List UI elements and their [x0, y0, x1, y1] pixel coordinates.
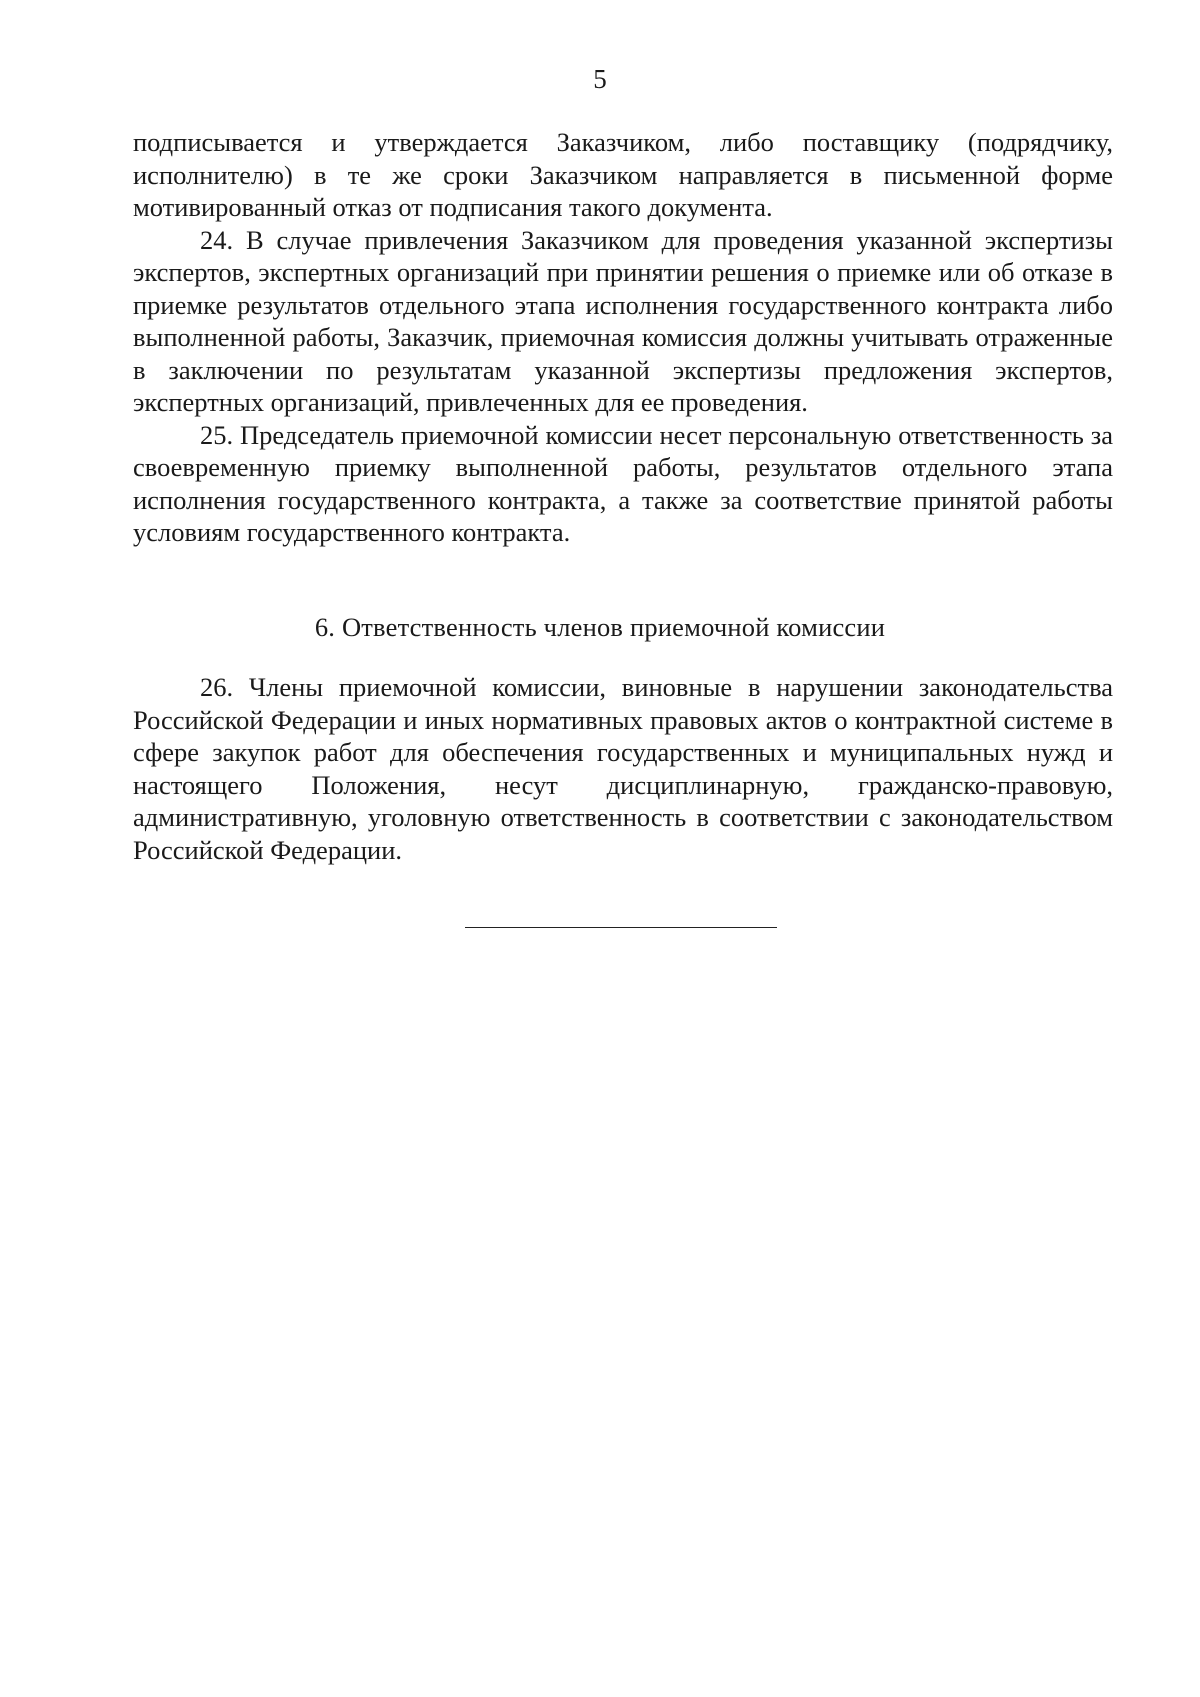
- paragraph-25: 25. Председатель приемочной комиссии несет персональную ответственность за своевременную приемку выполненной работы, результатов отдельного этапа исполнения государственного контракта, а также за соответствие принятой работы условиям государственного контракта.: [133, 419, 1113, 547]
- page-number: 5: [593, 64, 607, 94]
- end-of-document-rule: [465, 927, 777, 928]
- paragraph-26: 26. Члены приемочной комиссии, виновные в нарушении законодательства Российской Федерации и иных нормативных правовых актов о контрактной системе в сфере закупок работ для обеспечения государственных и муниципальных нужд и настоящего Положения, несут дисциплинарную, гражданско-правовую, административную, уголовную ответственность в соответствии с законодательством Российской Федерации.: [133, 672, 1113, 865]
- body-text-section-6: [133, 671, 1113, 866]
- paragraph-24: 24. В случае привлечения Заказчиком для проведения указанной экспертизы экспертов, экспертных организаций при принятии решения о приемке или об отказе в приемке результатов отдельного этапа исполнения государственного контракта либо выполненной работы, Заказчик, приемочная комиссия должны учитывать отраженные в заключении по результатам указанной экспертизы предложения экспертов, экспертных организаций, привлеченных для ее проведения.: [133, 224, 1113, 417]
- paragraph-continuation: подписывается и утверждается Заказчиком, либо поставщику (подрядчику, исполнителю) в те же сроки Заказчиком направляется в письменной форме мотивированный отказ от подписания такого документа.: [133, 127, 1113, 222]
- section-heading: 6. Ответственность членов приемочной комиссии: [314, 612, 886, 642]
- body-text-section-5: [133, 126, 1113, 549]
